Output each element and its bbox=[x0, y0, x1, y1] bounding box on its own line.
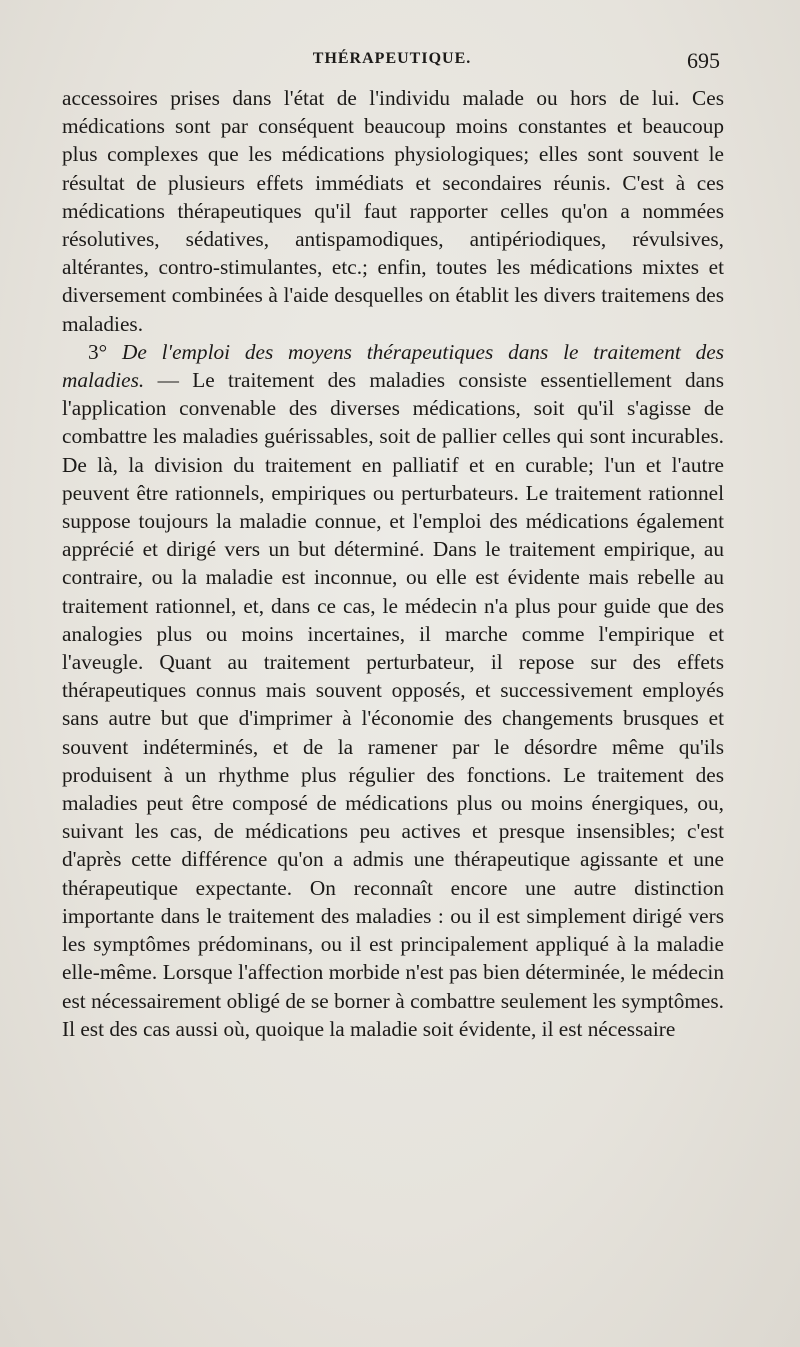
paragraph-2-text: Le traitement des maladies consiste essentiellement dans l'application convenable des diverses médications, soit qu'il s'agisse de combattre les maladies guérissables, soit de pallier celles qui sont incurables. De là, la division du traitement en palliatif et en curable; l'un et l'autre peuvent être rationnels, empiriques ou perturbateurs. Le traitement rationnel suppose toujours la maladie connue, et l'emploi des médications également apprécié et dirigé vers un but déterminé. Dans le traitement empirique, au contraire, ou la maladie est inconnue, ou elle est évidente mais rebelle au traitement rationnel, et, dans ce cas, le médecin n'a plus pour guide que des analogies plus ou moins incertaines, il marche comme l'empirique et l'aveugle. Quant au traitement perturbateur, il repose sur des effets thérapeutiques connus mais souvent opposés, et successivement employés sans autre but que d'imprimer à l'économie des changements brusques et souvent indéterminés, et de la ramener par le désordre même qu'ils produisent à un rhythme plus régulier des fonctions. Le traitement des maladies peut être composé de médications plus ou moins énergiques, ou, suivant les cas, de médications peu actives et presque insensibles; c'est d'après cette différence qu'on a admis une thérapeutique agissante et une thérapeutique expectante. On reconnaît encore une autre distinction importante dans le traitement des maladies : ou il est simplement dirigé vers les symptômes prédominans, ou il est principalement appliqué à la maladie elle-même. Lorsque l'affection morbide n'est pas bien déterminée, le médecin est nécessairement obligé de se borner à combattre seulement les symptômes. Il est des cas aussi où, quoique la maladie soit évidente, il est nécessaire bbox=[62, 368, 724, 1041]
running-title: THÉRAPEUTIQUE. bbox=[312, 50, 472, 67]
section-title: De l'emploi des moyens thérapeutiques dans le traitement des maladies. bbox=[62, 339, 725, 393]
page-number: 695 bbox=[687, 48, 720, 73]
body-text bbox=[62, 84, 724, 1043]
paragraph-2 bbox=[62, 338, 724, 1043]
section-dash: — bbox=[144, 368, 193, 393]
section-number: 3° bbox=[88, 339, 108, 364]
running-head bbox=[62, 50, 722, 76]
paragraph-1: accessoires prises dans l'état de l'individu malade ou hors de lui. Ces médications sont par conséquent beaucoup moins constantes et beaucoup plus complexes que les médications physiologiques; elles sont souvent le résultat de plusieurs effets immédiats et secondaires réunis. C'est à ces médications thérapeutiques qu'il faut rapporter celles qu'on a nommées résolutives, sédatives, antispamodiques, antipériodiques, révulsives, altérantes, contro-stimulantes, etc.; enfin, toutes les médications mixtes et diversement combinées à l'aide desquelles on établit les divers traitemens des maladies. bbox=[62, 86, 724, 336]
